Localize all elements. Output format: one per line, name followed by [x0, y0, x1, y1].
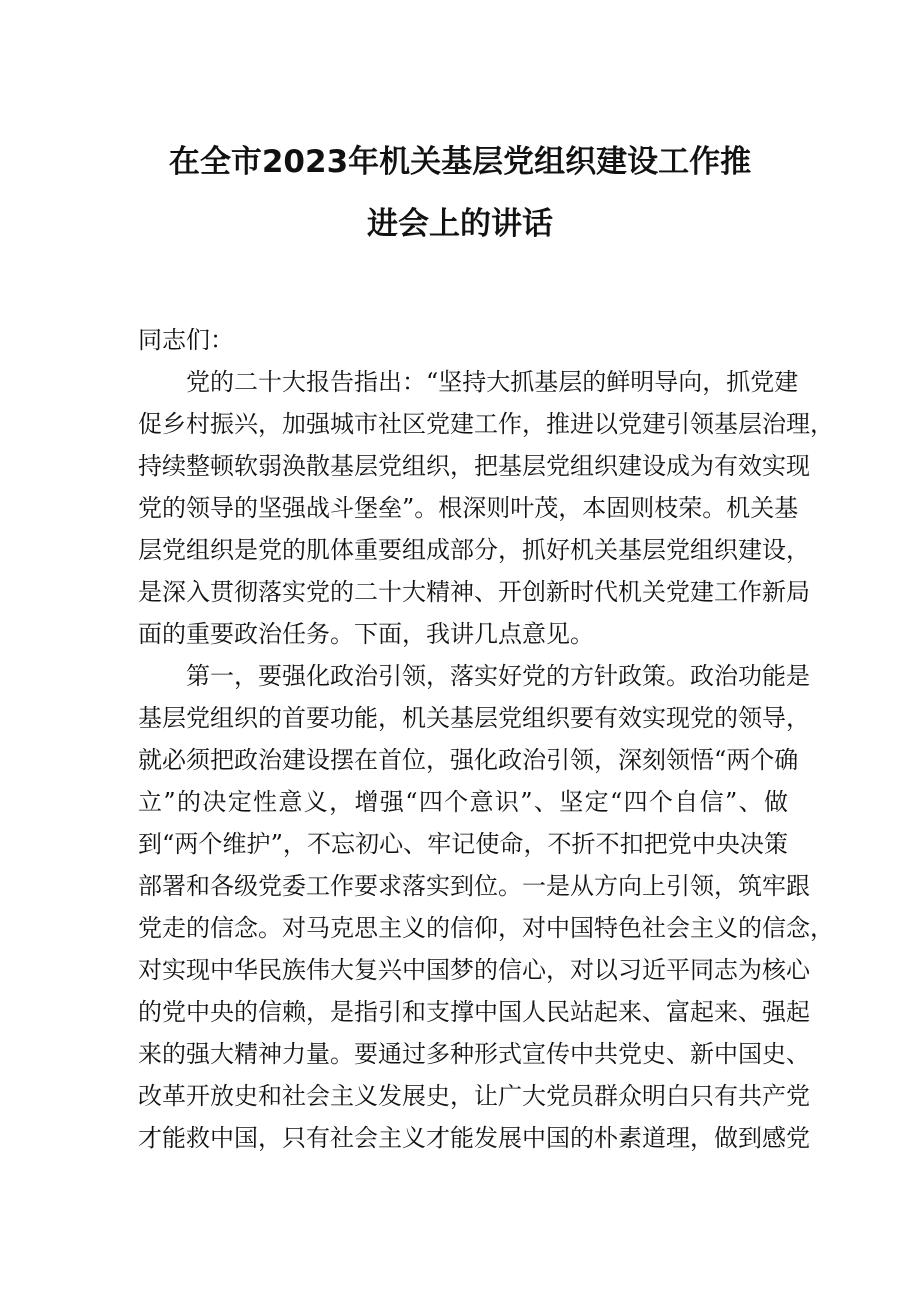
document-title-line-1: 在全市2023年机关基层党组织建设工作推: [168, 144, 752, 180]
paragraph-2-line: 改革开放史和社会主义发展史，让广大党员群众明白只有共产党: [138, 1082, 810, 1110]
paragraph-2-line: 就必须把政治建设摆在首位，强化政治引领，深刻领悟“两个确: [138, 746, 799, 774]
paragraph-1-line: 党的二十大报告指出：“坚持大抓基层的鲜明导向，抓党建: [186, 368, 799, 396]
paragraph-1-line: 层党组织是党的肌体重要组成部分，抓好机关基层党组织建设，: [138, 536, 810, 564]
salutation: 同志们：: [138, 326, 234, 354]
paragraph-2-line: 部署和各级党委工作要求落实到位。一是从方向上引领，筑牢跟: [138, 872, 810, 900]
paragraph-2-line: 基层党组织的首要功能，机关基层党组织要有效实现党的领导，: [138, 704, 810, 732]
paragraph-1-line: 面的重要政治任务。下面，我讲几点意见。: [138, 620, 594, 648]
paragraph-2-line: 第一，要强化政治引领，落实好党的方针政策。政治功能是: [186, 662, 810, 690]
paragraph-2-line: 党走的信念。对马克思主义的信仰，对中国特色社会主义的信念，: [138, 914, 834, 942]
paragraph-2-line: 来的强大精神力量。要通过多种形式宣传中共党史、新中国史、: [138, 1040, 810, 1068]
paragraph-1-line: 党的领导的坚强战斗堡垒”。根深则叶茂，本固则枝荣。机关基: [138, 494, 799, 522]
document-title-line-2: 进会上的讲话: [367, 206, 553, 242]
paragraph-2-line: 对实现中华民族伟大复兴中国梦的信心，对以习近平同志为核心: [138, 956, 810, 984]
paragraph-1-line: 是深入贯彻落实党的二十大精神、开创新时代机关党建工作新局: [138, 578, 810, 606]
paragraph-2-line: 的党中央的信赖，是指引和支撑中国人民站起来、富起来、强起: [138, 998, 810, 1026]
paragraph-2-line: 立”的决定性意义，增强“四个意识”、坚定“四个自信”、做: [138, 788, 788, 816]
paragraph-2-line: 才能救中国，只有社会主义才能发展中国的朴素道理，做到感党: [138, 1124, 810, 1152]
paragraph-1-line: 促乡村振兴，加强城市社区党建工作，推进以党建引领基层治理，: [138, 410, 834, 438]
paragraph-2-line: 到“两个维护”，不忘初心、牢记使命，不折不扣把党中央决策: [138, 830, 788, 858]
paragraph-1-line: 持续整顿软弱涣散基层党组织，把基层党组织建设成为有效实现: [138, 452, 810, 480]
